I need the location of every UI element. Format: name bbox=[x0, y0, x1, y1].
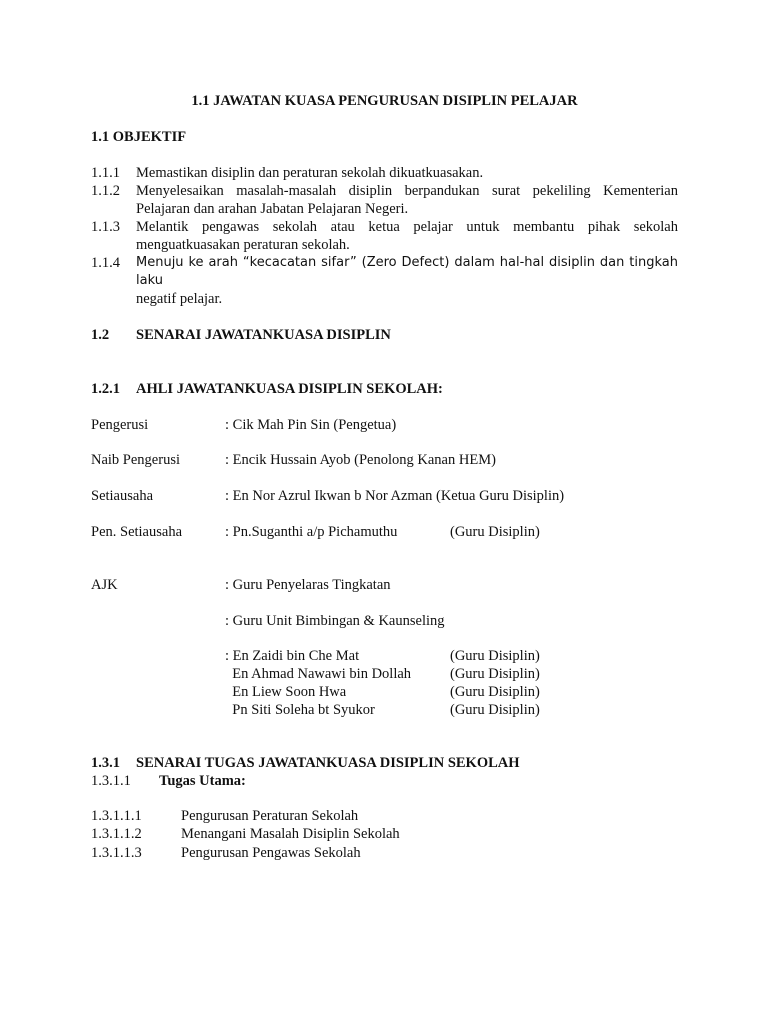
item-text: negatif pelajar. bbox=[136, 291, 223, 307]
ajk-person-name: : En Zaidi bin Che Mat bbox=[225, 648, 360, 664]
ajk-person-tag: (Guru Disiplin) bbox=[450, 648, 540, 664]
ajk-person-tag: (Guru Disiplin) bbox=[450, 666, 540, 682]
ajk-person-tag: (Guru Disiplin) bbox=[450, 702, 540, 718]
member-name: : Pn.Suganthi a/p Pichamuthu bbox=[225, 524, 398, 540]
tugas-sub-heading: Tugas Utama: bbox=[159, 773, 246, 789]
ajk-role: AJK bbox=[91, 577, 118, 593]
ajk-person-name: En Ahmad Nawawi bin Dollah bbox=[225, 666, 412, 682]
member-role: Pen. Setiausaha bbox=[91, 524, 183, 540]
tugas-number: 1.3.1 bbox=[91, 755, 120, 771]
item-number: 1.1.4 bbox=[91, 255, 120, 271]
ajk-person-tag: (Guru Disiplin) bbox=[450, 684, 540, 700]
item-number: 1.1.1 bbox=[91, 165, 120, 181]
item-text: Memastikan disiplin dan peraturan sekolah dikuatkuasakan. bbox=[136, 165, 484, 181]
document-title: 1.1 JAWATAN KUASA PENGURUSAN DISIPLIN PELAJAR bbox=[191, 93, 578, 109]
ajk-group: : Guru Unit Bimbingan & Kaunseling bbox=[225, 613, 445, 629]
tugas-sub-number: 1.3.1.1 bbox=[91, 773, 131, 789]
member-name: : Cik Mah Pin Sin (Pengetua) bbox=[225, 417, 397, 433]
ajk-person-name: Pn Siti Soleha bt Syukor bbox=[225, 702, 375, 718]
item-text: Melantik pengawas sekolah atau ketua pelajar untuk membantu pihak sekolah bbox=[136, 219, 678, 235]
senarai-heading: SENARAI JAWATANKUASA DISIPLIN bbox=[136, 327, 391, 343]
ajk-group: : Guru Penyelaras Tingkatan bbox=[225, 577, 391, 593]
tugas-item-text: Pengurusan Peraturan Sekolah bbox=[181, 808, 359, 824]
ahli-number: 1.2.1 bbox=[91, 381, 120, 397]
item-number: 1.1.3 bbox=[91, 219, 120, 235]
tugas-item-text: Pengurusan Pengawas Sekolah bbox=[181, 845, 361, 861]
tugas-item-text: Menangani Masalah Disiplin Sekolah bbox=[181, 826, 400, 842]
tugas-item-number: 1.3.1.1.2 bbox=[91, 826, 142, 842]
senarai-number: 1.2 bbox=[91, 327, 110, 343]
member-role: Pengerusi bbox=[91, 417, 149, 433]
member-name: : En Nor Azrul Ikwan b Nor Azman (Ketua Guru Disiplin) bbox=[225, 488, 565, 504]
tugas-item-number: 1.3.1.1.1 bbox=[91, 808, 142, 824]
member-role: Naib Pengerusi bbox=[91, 452, 180, 468]
item-number: 1.1.2 bbox=[91, 183, 120, 199]
ajk-person-name: En Liew Soon Hwa bbox=[225, 684, 347, 700]
tugas-item-number: 1.3.1.1.3 bbox=[91, 845, 142, 861]
member-tag: (Guru Disiplin) bbox=[450, 524, 540, 540]
item-text: menguatkuasakan peraturan sekolah. bbox=[136, 237, 350, 253]
member-role: Setiausaha bbox=[91, 488, 154, 504]
item-text: Menyelesaikan masalah-masalah disiplin berpandukan surat pekeliling Kementerian bbox=[136, 183, 678, 199]
item-text: Pelajaran dan arahan Jabatan Pelajaran Negeri. bbox=[136, 201, 409, 217]
member-name: : Encik Hussain Ayob (Penolong Kanan HEM) bbox=[225, 452, 496, 468]
tugas-heading: SENARAI TUGAS JAWATANKUASA DISIPLIN SEKOLAH bbox=[136, 755, 520, 771]
objektif-heading: 1.1 OBJEKTIF bbox=[91, 129, 187, 145]
ahli-heading: AHLI JAWATANKUASA DISIPLIN SEKOLAH: bbox=[136, 381, 443, 397]
item-text: Menuju ke arah “kecacatan sifar” (Zero Defect) dalam hal-hal disiplin dan tingkah laku bbox=[136, 255, 678, 288]
